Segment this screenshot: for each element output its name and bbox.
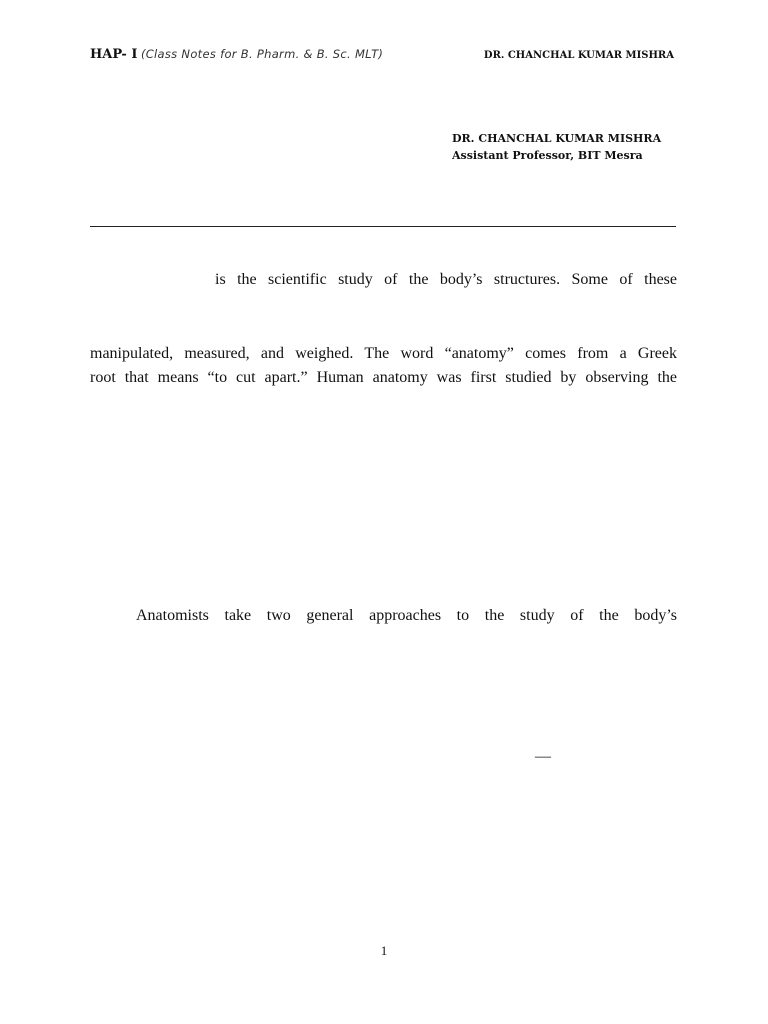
course-subtitle: (Class Notes for B. Pharm. & B. Sc. MLT): [140, 47, 384, 61]
author-title: Assistant Professor, BIT Mesra: [452, 149, 643, 162]
course-code: HAP- I: [90, 47, 138, 62]
body-line-4: Anatomists take two general approaches to the study of the body’s: [136, 607, 677, 624]
body-line-2: manipulated, measured, and weighed. The word “anatomy” comes from a Greek: [90, 345, 677, 362]
horizontal-rule: [90, 226, 676, 227]
running-header-left: [90, 47, 383, 63]
em-dash: —: [535, 748, 551, 765]
running-header-author: DR. CHANCHAL KUMAR MISHRA: [483, 50, 674, 61]
body-line-1: is the scientific study of the body’s structures. Some of these: [215, 271, 677, 288]
author-block: [452, 130, 661, 164]
body-line-3: root that means “to cut apart.” Human anatomy was first studied by observing the: [90, 369, 677, 386]
page-number: 1: [380, 943, 388, 958]
author-name: DR. CHANCHAL KUMAR MISHRA: [452, 132, 662, 145]
